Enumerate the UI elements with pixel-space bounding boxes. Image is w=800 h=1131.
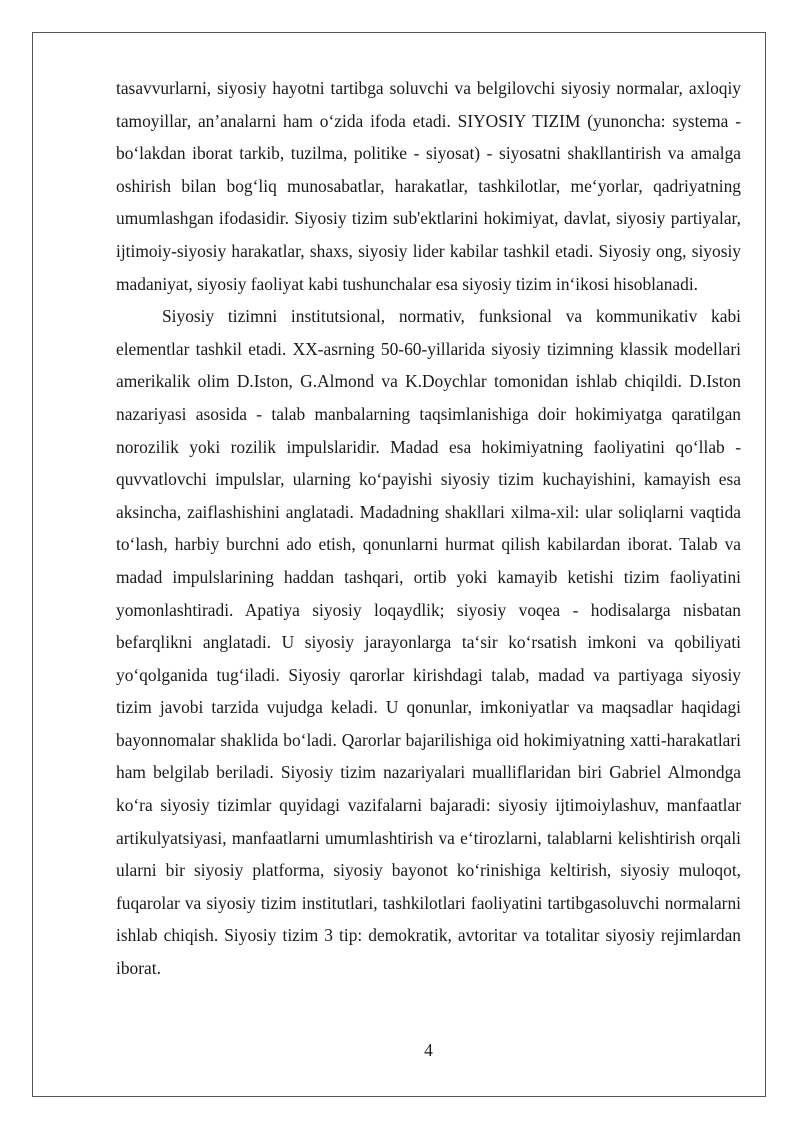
page-number: 4: [424, 1040, 433, 1060]
document-body: [116, 72, 741, 985]
paragraph-2: Siyosiy tizimni institutsional, normativ, funksional va kommunikativ kabi elementlar tashkil etadi. XX-asrning 50-60-yillarida siyosiy tizimning klassik modellari amerikalik olim D.Iston, G.Almond va K.Doychlar tomonidan ishlab chiqildi. D.Iston nazariyasi asosida - talab manbalarning taqsimlanishiga doir hokimiyatga qaratilgan norozilik yoki rozilik impulslaridir. Madad esa hokimiyatning faoliyatini qo‘llab - quvvatlovchi impulslar, ularning ko‘payishi siyosiy tizim kuchayishini, kamayish esa aksincha, zaiflashishini anglatadi. Madadning shakllari xilma-xil: ular soliqlarni vaqtida to‘lash, harbiy burchni ado etish, qonunlarni hurmat qilish kabilardan iborat. Talab va madad impulslarining haddan tashqari, ortib yoki kamayib ketishi tizim faoliyatini yomonlashtiradi. Apatiya siyosiy loqaydlik; siyosiy voqea - hodisalarga nisbatan befarqlikni anglatadi. U siyosiy jarayonlarga ta‘sir ko‘rsatish imkoni va qobiliyati yo‘qolganida tug‘iladi. Siyosiy qarorlar kirishdagi talab, madad va partiyaga siyosiy tizim javobi tarzida vujudga keladi. U qonunlar, imkoniyatlar va maqsadlar haqidagi bayonnomalar shaklida bo‘ladi. Qarorlar bajarilishiga oid hokimiyatning xatti-harakatlari ham belgilab beriladi. Siyosiy tizim nazariyalari mualliflaridan biri Gabriel Almondga ko‘ra siyosiy tizimlar quyidagi vazifalarni bajaradi: siyosiy ijtimoiylashuv, manfaatlar artikulyatsiyasi, manfaatlarni umumlashtirish va e‘tirozlarni, talablarni kelishtirish orqali ularni bir siyosiy platforma, siyosiy bayonot ko‘rinishiga keltirish, siyosiy muloqot, fuqarolar va siyosiy tizim institutlari, tashkilotlari faoliyatini tartibgasoluvchi normalarni ishlab chiqish. Siyosiy tizim 3 tip: demokratik, avtoritar va totalitar siyosiy rejimlardan iborat.: [116, 306, 741, 979]
paragraph-1: tasavvurlarni, siyosiy hayotni tartibga soluvchi va belgilovchi siyosiy normalar, axloqiy tamoyillar, an’analarni ham o‘zida ifoda etadi. SIYOSIY TIZIM (yunoncha: systema - bo‘lakdan iborat tarkib, tuzilma, politike - siyosat) - siyosatni shakllantirish va amalga oshirish bilan bog‘liq munosabatlar, harakatlar, tashkilotlar, me‘yorlar, qadriyatning umumlashgan ifodasidir. Siyosiy tizim sub'ektlarini hokimiyat, davlat, siyosiy partiyalar, ijtimoiy-siyosiy harakatlar, shaxs, siyosiy lider kabilar tashkil etadi. Siyosiy ong, siyosiy madaniyat, siyosiy faoliyat kabi tushunchalar esa siyosiy tizim in‘ikosi hisoblanadi.: [116, 78, 741, 294]
